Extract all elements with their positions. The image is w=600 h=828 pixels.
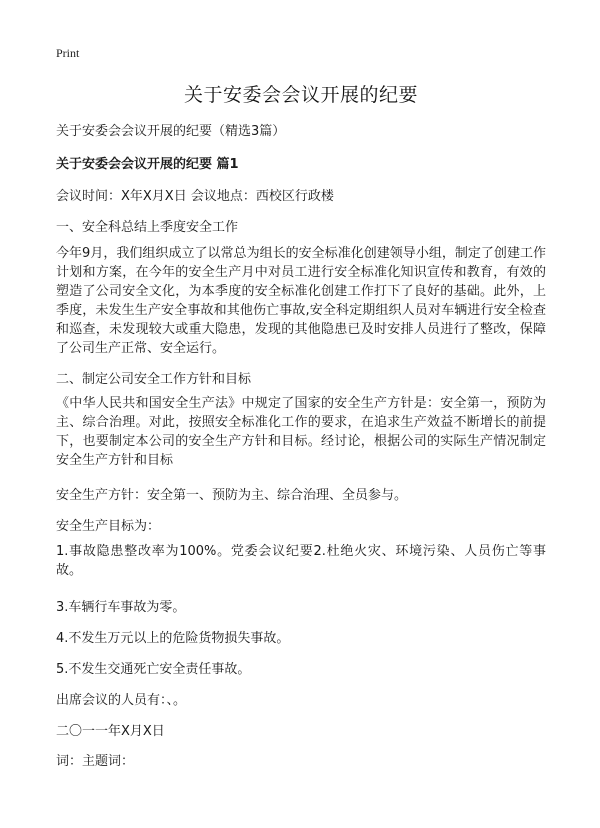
paragraph-policy: 《中华人民共和国安全生产法》中规定了国家的安全生产方针是：安全第一，预防为主、综合治理。对此，按照安全标准化工作的要求，在追求生产效益不断增长的前提下，也要制定本公司的安全生产方针和目标。经讨论，根据公司的实际生产情况制定安全生产方针和目标 bbox=[56, 396, 546, 468]
heading-summary: 一、安全科总结上季度安全工作 bbox=[56, 220, 239, 235]
keywords-line: 词：主题词： bbox=[56, 754, 135, 769]
goal-item-1: 1.事故隐患整改率为100%。党委会议纪要2.杜绝火灾、环境污染、人员伤亡等事故。 bbox=[56, 544, 546, 578]
goal-item-4: 4.不发生万元以上的危险货物损失事故。 bbox=[56, 631, 290, 646]
goals-label: 安全生产目标为： bbox=[56, 519, 161, 534]
date-line: 二〇一一年X月X日 bbox=[56, 724, 165, 739]
paragraph-summary: 今年9月，我们组织成立了以常总为组长的安全标准化创建领导小组，制定了创建工作计划和方案，在今年的安全生产月中对员工进行安全标准化知识宣传和教育，有效的塑造了公司安全文化，为本季度的安全标准化创建工作打下了良好的基础。此外，上季度，未发生生产安全事故和其他伤亡事故,安全科定期组织人员对车辆进行安全检查和巡查，未发现较大或重大隐患，发现的其他隐患已及时安排人员进行了整改，保障了公司生产正常、安全运行。 bbox=[56, 246, 546, 356]
document-subtitle: 关于安委会会议开展的纪要（精选3篇） bbox=[56, 124, 286, 139]
attendees-line: 出席会议的人员有：、。 bbox=[56, 693, 187, 708]
goal-item-5: 5.不发生交通死亡安全责任事故。 bbox=[56, 662, 251, 677]
goal-item-3: 3.车辆行车事故为零。 bbox=[56, 600, 186, 615]
meeting-info: 会议时间：X年X月X日 会议地点：西校区行政楼 bbox=[56, 189, 334, 204]
page-title: 关于安委会会议开展的纪要 bbox=[183, 84, 418, 106]
heading-policy: 二、制定公司安全工作方针和目标 bbox=[56, 372, 252, 387]
section-heading: 关于安委会会议开展的纪要 篇1 bbox=[56, 157, 239, 172]
print-label[interactable]: Print bbox=[56, 46, 80, 60]
policy-statement: 安全生产方针：安全第一、预防为主、综合治理、全员参与。 bbox=[56, 488, 408, 503]
